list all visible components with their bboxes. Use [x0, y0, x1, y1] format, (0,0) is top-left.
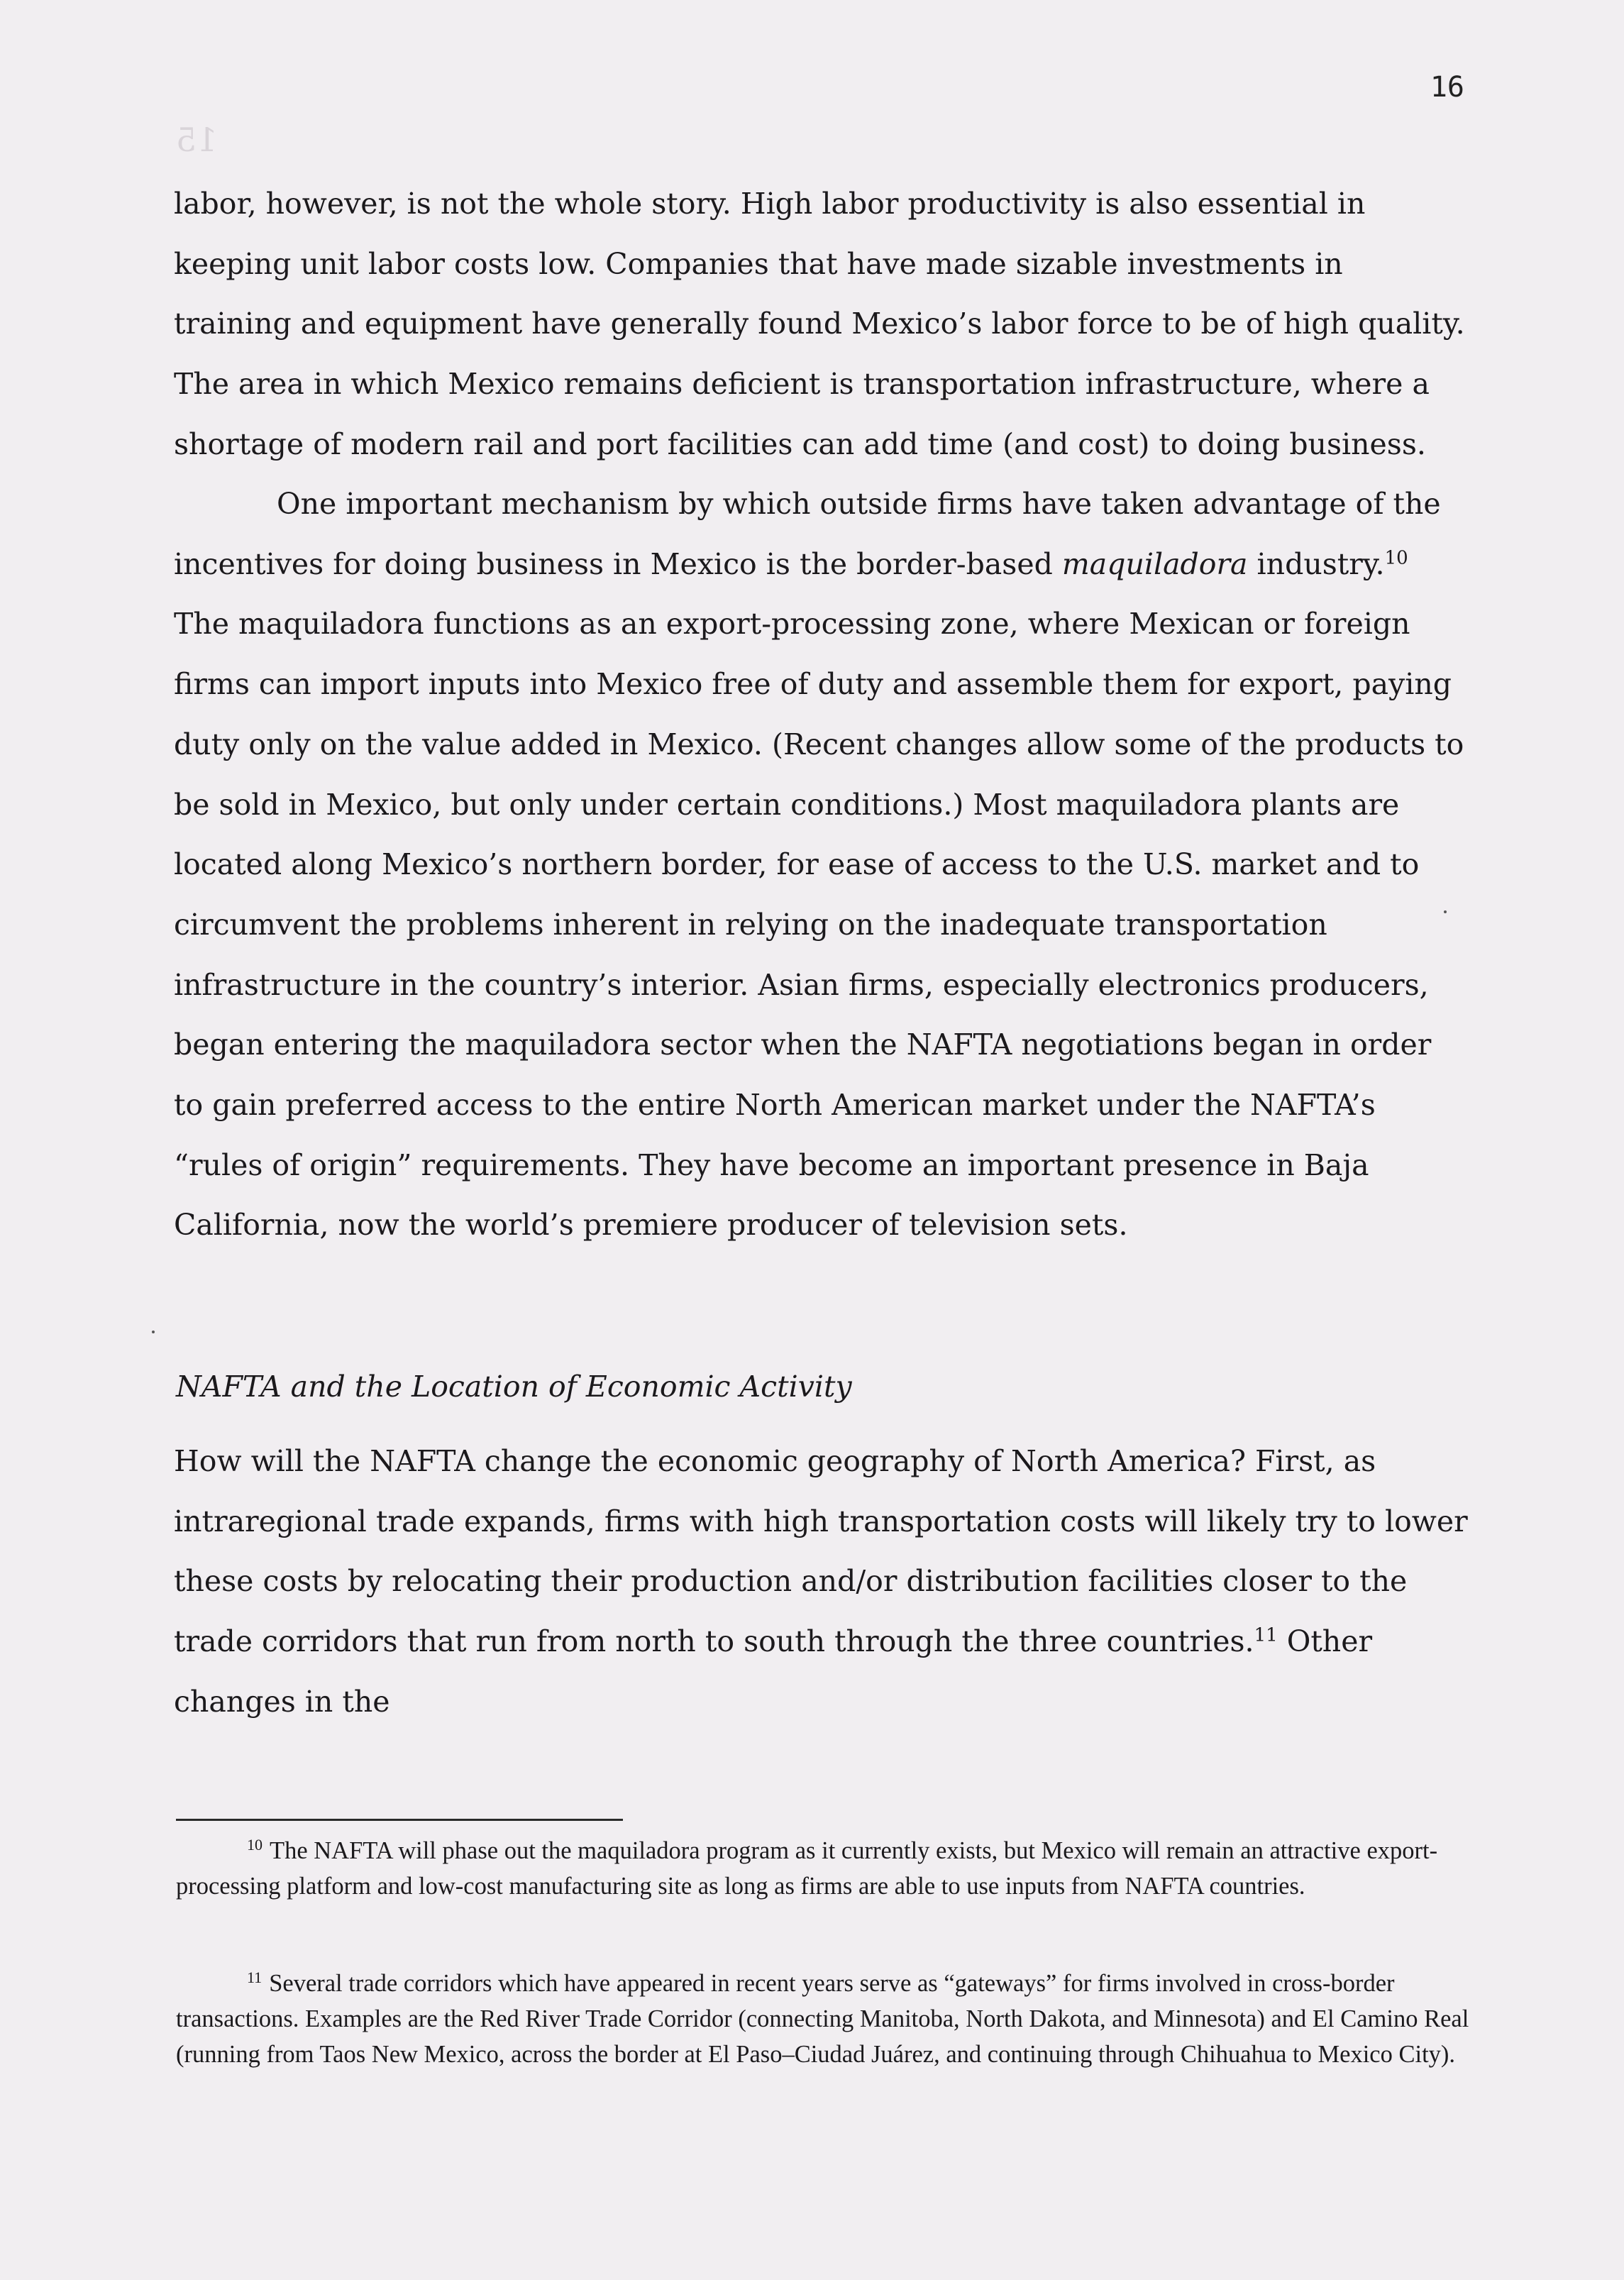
footnote-reference: 11: [1254, 1624, 1278, 1646]
paragraph-labor: labor, however, is not the whole story. High labor productivity is also essential in keeping unit labor costs low. Companies that have made sizable investments in training and equipment have generally found Mexico’s labor force to be of high quality. The area in which Mexico remains deficient is transportation infrastructure, where a shortage of modern rail and port facilities can add time (and cost) to doing business.: [174, 187, 1465, 461]
footnote-reference: 10: [1384, 547, 1408, 569]
footnote-10: [176, 1833, 1488, 1904]
footnote-mark: 11: [247, 1968, 263, 1986]
paragraph-text: One important mechanism by which outside firms have taken advantage of the incentives for doing business in Mexico is the border-based: [174, 487, 1441, 581]
paragraph-text: The maquiladora functions as an export-processing zone, where Mexican or foreign firms can import inputs into Mexico free of duty and assemble them for export, paying duty only on the value added in Mexico. (Recent changes allow some of the products to be sold in Mexico, but only under certain conditions.) Most maquiladora plants are located along Mexico’s northern border, for ease of access to the U.S. market and to circumvent the problems inherent in relying on the inadequate transportation infrastructure in the country’s interior. Asian firms, especially electronics producers, began entering the maquiladora sector when the NAFTA negotiations began in order to gain preferred access to the entire North American market under the NAFTA’s “rules of origin” requirements. They have become an important presence in Baja California, now the world’s premiere producer of television sets.: [174, 607, 1464, 1243]
paragraph-text: How will the NAFTA change the economic geography of North America? First, as intraregional trade expands, firms with high transportation costs will likely try to lower these costs by relocating their production and/or distribution facilities closer to the trade corridors that run from north to south through the three countries.: [174, 1444, 1468, 1659]
footnote-mark: 10: [247, 1835, 263, 1854]
scan-speck: [152, 1331, 155, 1333]
footnote-divider: [176, 1819, 623, 1821]
paragraph-economic-geography: [174, 1431, 1469, 1732]
footnote-text: Several trade corridors which have appeared in recent years serve as “gateways” for firms involved in cross-border transactions. Examples are the Red River Trade Corridor (connecting Manitoba, North Dakota, and Minnesota) and El Camino Real (running from Taos New Mexico, across the border at El Paso–Ciudad Juárez, and continuing through Chihuahua to Mexico City).: [176, 1970, 1469, 2068]
italic-term: maquiladora: [1061, 546, 1248, 581]
paragraph-text: industry.: [1247, 546, 1385, 581]
bleed-through-page-number: 15: [176, 121, 218, 159]
page-number: 16: [1430, 71, 1464, 104]
footnote-text: The NAFTA will phase out the maquiladora program as it currently exists, but Mexico will remain an attractive export-processing platform and low-cost manufacturing site as long as firms are able to use inputs from NAFTA countries.: [176, 1837, 1438, 1900]
section-heading: NAFTA and the Location of Economic Activity: [176, 1370, 852, 1404]
paragraph-text: Other changes in the: [174, 1624, 1373, 1719]
paragraph-maquiladora: [174, 474, 1469, 1255]
footnote-11: [176, 1966, 1488, 2072]
scan-speck: [1444, 910, 1447, 913]
